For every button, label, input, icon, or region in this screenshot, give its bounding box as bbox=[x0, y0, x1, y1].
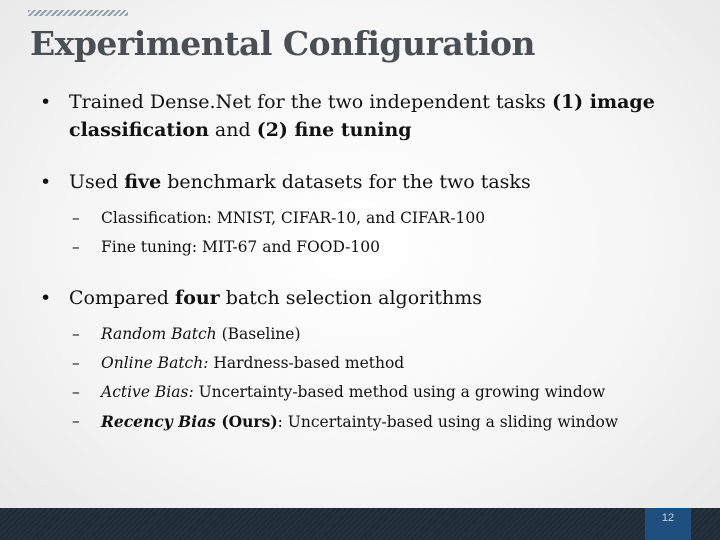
bullet-emphasis: (2) fine tuning bbox=[256, 119, 412, 141]
bullet-text: benchmark datasets for the two tasks bbox=[161, 171, 531, 193]
bullet-datasets bbox=[40, 168, 690, 196]
algorithm-desc: : Uncertainty-based using a sliding window bbox=[277, 413, 619, 431]
sub-bullet-text: Fine tuning: MIT-67 and FOOD-100 bbox=[101, 238, 380, 256]
footer-bar bbox=[0, 508, 720, 540]
bullet-dot: • bbox=[40, 171, 52, 193]
sub-bullet-text: Classification: MNIST, CIFAR-10, and CIFAR-100 bbox=[101, 209, 486, 227]
algorithm-name: Random Batch bbox=[101, 325, 217, 343]
sub-bullet-classification bbox=[40, 204, 690, 233]
page-number: 12 bbox=[661, 512, 675, 524]
algorithm-name: Active Bias: bbox=[101, 383, 194, 401]
sub-bullet-dash: – bbox=[72, 325, 80, 343]
algorithm-desc: (Baseline) bbox=[216, 325, 301, 343]
sub-bullet-random-batch bbox=[40, 320, 690, 349]
bullet-text: Trained Dense.Net for the two independent tasks bbox=[69, 91, 552, 113]
title-decoration bbox=[28, 10, 128, 16]
bullet-text: and bbox=[208, 119, 257, 141]
bullet-emphasis: five bbox=[124, 171, 162, 193]
slide-title: Experimental Configuration bbox=[30, 24, 535, 63]
sub-bullet-dash: – bbox=[72, 354, 80, 372]
algorithm-tag: (Ours) bbox=[215, 412, 278, 431]
bullet-text: Compared bbox=[69, 287, 176, 309]
algorithm-desc: Uncertainty-based method using a growing window bbox=[193, 383, 606, 401]
bullet-dot: • bbox=[40, 91, 52, 113]
algorithm-desc: Hardness-based method bbox=[208, 354, 405, 372]
sub-bullet-dash: – bbox=[72, 383, 80, 401]
bullet-emphasis: (1) image classification bbox=[69, 91, 655, 141]
algorithm-name: Recency Bias bbox=[101, 412, 216, 431]
sub-bullet-dash: – bbox=[72, 412, 80, 430]
sub-bullet-recency-bias bbox=[40, 407, 690, 437]
slide-body bbox=[40, 88, 690, 437]
algorithm-name: Online Batch: bbox=[101, 354, 209, 372]
bullet-text: batch selection algorithms bbox=[219, 287, 482, 309]
bullet-training bbox=[40, 88, 690, 144]
bullet-text: Used bbox=[69, 171, 125, 193]
sub-bullet-fine-tuning bbox=[40, 233, 690, 262]
bullet-dot: • bbox=[40, 287, 52, 309]
bullet-algorithms bbox=[40, 284, 690, 312]
bullet-emphasis: four bbox=[175, 287, 220, 309]
sub-bullet-dash: – bbox=[72, 209, 80, 227]
sub-bullet-online-batch bbox=[40, 349, 690, 378]
sub-bullet-dash: – bbox=[72, 238, 80, 256]
sub-bullet-active-bias bbox=[40, 378, 690, 407]
